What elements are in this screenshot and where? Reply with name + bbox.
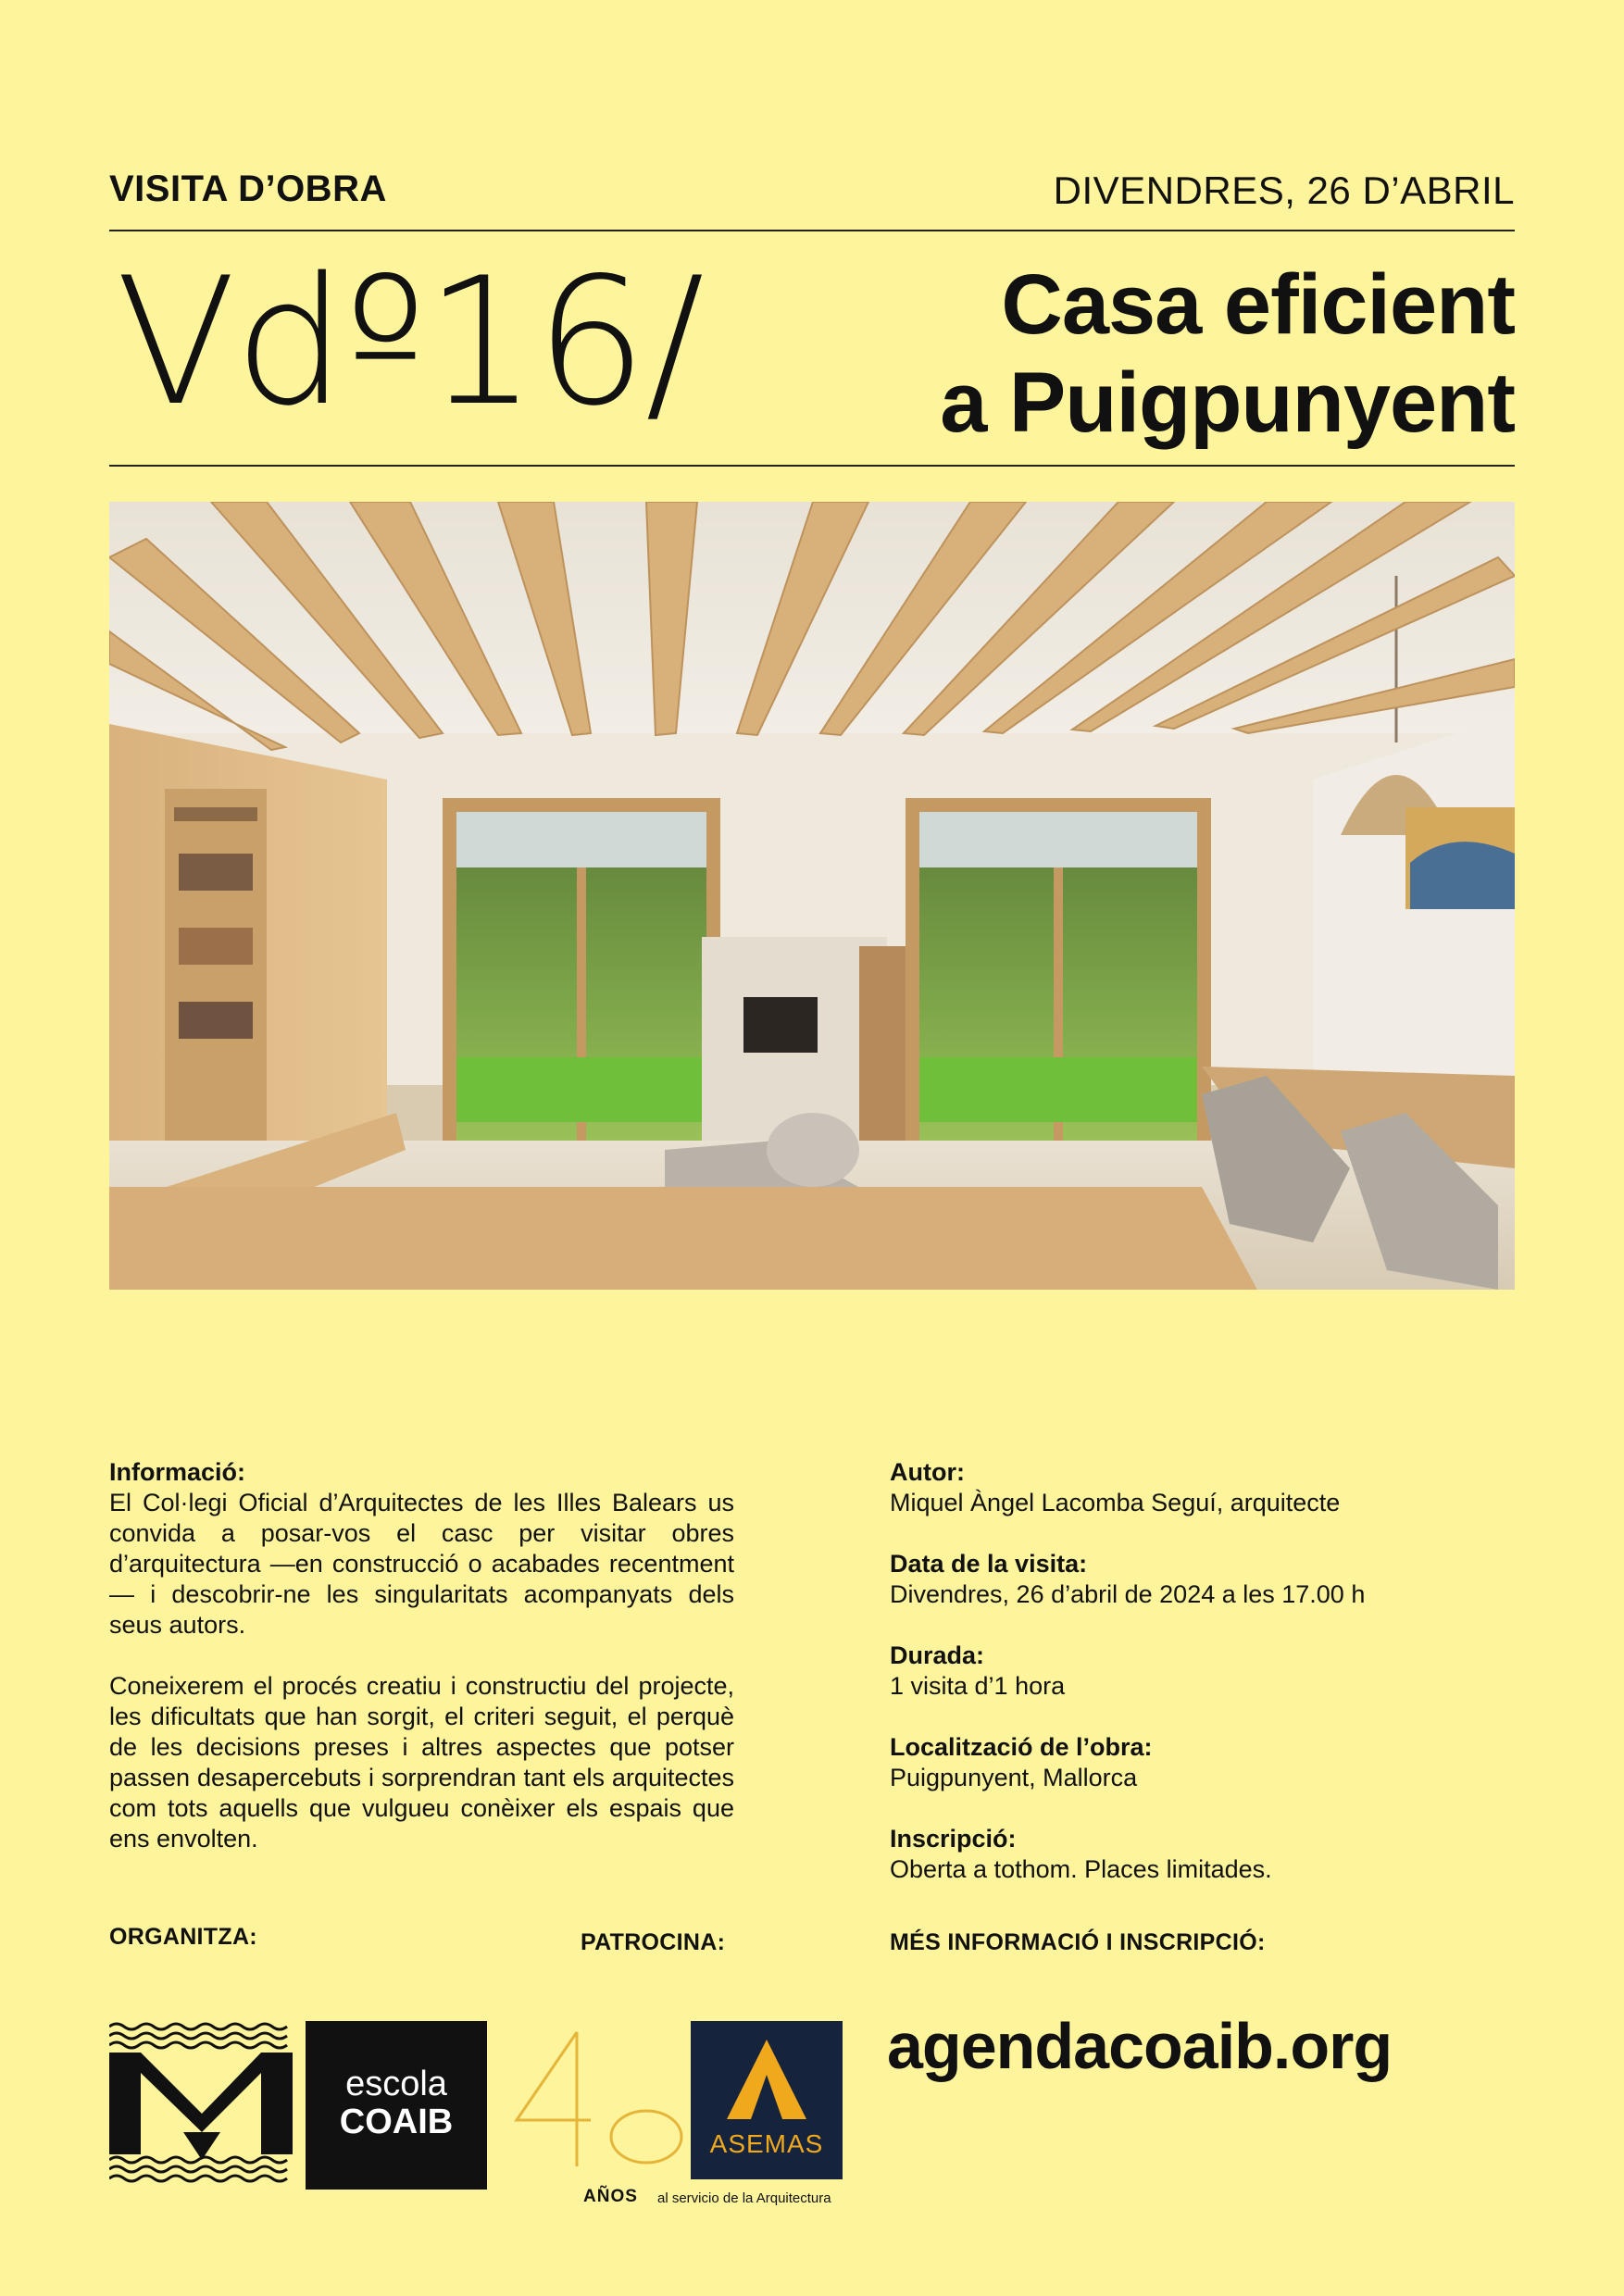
info-heading: Informació: — [109, 1458, 246, 1486]
detail-location — [890, 1732, 1519, 1793]
info-paragraph-2: Coneixerem el procés creatiu i constructiu del projecte, les dificultats que han sorgit, el criteri seguit, el perquè de les decisions preses i altres aspectes que potser passen desapercebuts i sorprendran tant els arquitectes com tots aquells que vulgueu conèixer els espais que ens envolten. — [109, 1672, 734, 1853]
detail-value: Puigpunyent, Mallorca — [890, 1764, 1138, 1791]
escola-coaib-logo — [306, 2021, 487, 2190]
coaib-logo-icon — [109, 2021, 293, 2190]
event-type-label: VISITA D’OBRA — [109, 168, 387, 209]
detail-value: Oberta a tothom. Places limitades. — [890, 1855, 1272, 1883]
asemas-logo — [691, 2021, 843, 2179]
anniversary-40-logo — [512, 2028, 697, 2166]
detail-heading: Inscripció: — [890, 1825, 1017, 1853]
organizer-label: ORGANITZA: — [109, 1924, 257, 1950]
top-divider — [109, 230, 1515, 231]
detail-value: Miquel Àngel Lacomba Seguí, arquitecte — [890, 1489, 1341, 1516]
escola-label: escola — [345, 2065, 447, 2103]
info-paragraph-1: El Col·legi Oficial d’Arquitectes de les Illes Balears us convida a posar-vos el casc per visitar obres d’arquitectura —en construcció o acabades recentment— i descobrir-ne les singularitats acompanyats dels seus autors. — [109, 1489, 734, 1639]
info-section — [109, 1457, 734, 1854]
asemas-triangle-icon — [725, 2038, 808, 2121]
interior-photo — [109, 502, 1515, 1290]
detail-heading: Localització de l’obra: — [890, 1733, 1153, 1761]
title-line-1: Casa eficient — [1001, 257, 1515, 352]
detail-visit-date — [890, 1549, 1519, 1610]
title-divider — [109, 465, 1515, 467]
more-info-label: MÉS INFORMACIÓ I INSCRIPCIÓ: — [890, 1929, 1266, 1955]
page-title — [681, 256, 1515, 452]
anniversary-anos: AÑOS — [583, 2187, 638, 2206]
detail-heading: Durada: — [890, 1641, 985, 1669]
title-line-2: a Puigpunyent — [940, 356, 1515, 450]
event-date-header: DIVENDRES, 26 D’ABRIL — [1053, 168, 1515, 212]
anniversary-subtitle: al servicio de la Arquitectura — [657, 2190, 831, 2206]
details-section — [890, 1457, 1519, 1885]
detail-heading: Autor: — [890, 1458, 965, 1486]
detail-heading: Data de la visita: — [890, 1550, 1088, 1578]
asemas-label: ASEMAS — [709, 2129, 824, 2158]
visit-code: Vdº16/ — [116, 240, 703, 444]
detail-author — [890, 1457, 1519, 1518]
detail-value: Divendres, 26 d’abril de 2024 a les 17.00 h — [890, 1580, 1366, 1608]
sponsor-label: PATROCINA: — [581, 1929, 726, 1955]
registration-url[interactable]: agendacoaib.org — [887, 2010, 1393, 2082]
detail-registration — [890, 1824, 1519, 1885]
detail-duration — [890, 1641, 1519, 1702]
detail-value: 1 visita d’1 hora — [890, 1672, 1066, 1700]
coaib-label: COAIB — [339, 2103, 454, 2141]
